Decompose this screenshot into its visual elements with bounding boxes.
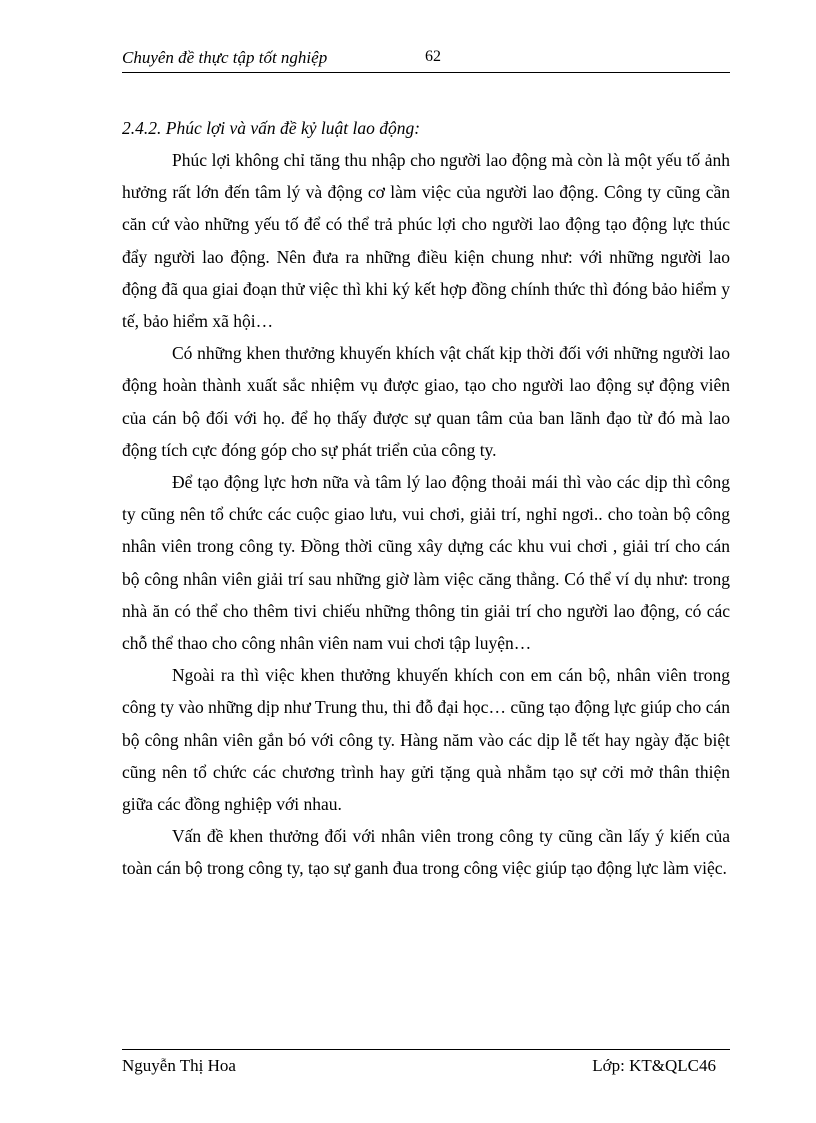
page-number: 62 [425,48,441,65]
footer-author: Nguyễn Thị Hoa [122,1056,236,1075]
section-heading: 2.4.2. Phúc lợi và vấn đề kỷ luật lao động: [122,118,421,138]
paragraph: Ngoài ra thì việc khen thưởng khuyến khích con em cán bộ, nhân viên trong công ty vào những dịp như Trung thu, thi đỗ đại học… cũng tạo động lực giúp cho cán bộ công nhân viên gắn bó với công ty. Hàng năm vào các dịp lễ tết hay ngày đặc biệt cũng nên tổ chức các chương trình hay gửi tặng quà nhằm tạo sự cởi mở thân thiện giữa các đồng nghiệp với nhau. [122,665,730,815]
page-header [122,46,730,73]
footer-class: Lớp: KT&QLC46 [592,1056,716,1075]
paragraph: Vấn đề khen thưởng đối với nhân viên trong công ty cũng cần lấy ý kiến của toàn cán bộ trong công ty, tạo sự ganh đua trong công việc giúp tạo động lực làm việc. [122,826,730,879]
page-footer [122,1049,730,1075]
paragraph: Có những khen thưởng khuyến khích vật chất kịp thời đối với những người lao động hoàn thành xuất sắc nhiệm vụ được giao, tạo cho người lao động sự động viên của cán bộ đối với họ. để họ thấy được sự quan tâm của ban lãnh đạo từ đó mà lao động tích cực đóng góp cho sự phát triển của công ty. [122,343,730,460]
paragraph: Để tạo động lực hơn nữa và tâm lý lao động thoải mái thì vào các dịp thì công ty cũng nên tổ chức các cuộc giao lưu, vui chơi, giải trí, nghỉ ngơi.. cho toàn bộ công nhân viên trong công ty. Đồng thời cũng xây dựng các khu vui chơi , giải trí cho cán bộ công nhân viên giải trí sau những giờ làm việc căng thẳng. Có thể ví dụ như: trong nhà ăn có thể cho thêm tivi chiếu những thông tin giải trí cho người lao động, có các chỗ thể thao cho công nhân viên nam vui chơi tập luyện… [122,472,730,654]
body-text [122,144,730,885]
paragraph: Phúc lợi không chỉ tăng thu nhập cho người lao động mà còn là một yếu tố ảnh hưởng rất lớn đến tâm lý và động cơ làm việc của người lao động. Công ty cũng cần căn cứ vào những yếu tố để có thể trả phúc lợi cho người lao động tạo động lực thúc đẩy người lao động. Nên đưa ra những điều kiện chung như: với những người lao động đã qua giai đoạn thử việc thì khi ký kết hợp đồng chính thức thì đóng bảo hiểm y tế, bảo hiểm xã hội… [122,150,730,332]
header-title: Chuyên đề thực tập tốt nghiệp [122,48,328,67]
